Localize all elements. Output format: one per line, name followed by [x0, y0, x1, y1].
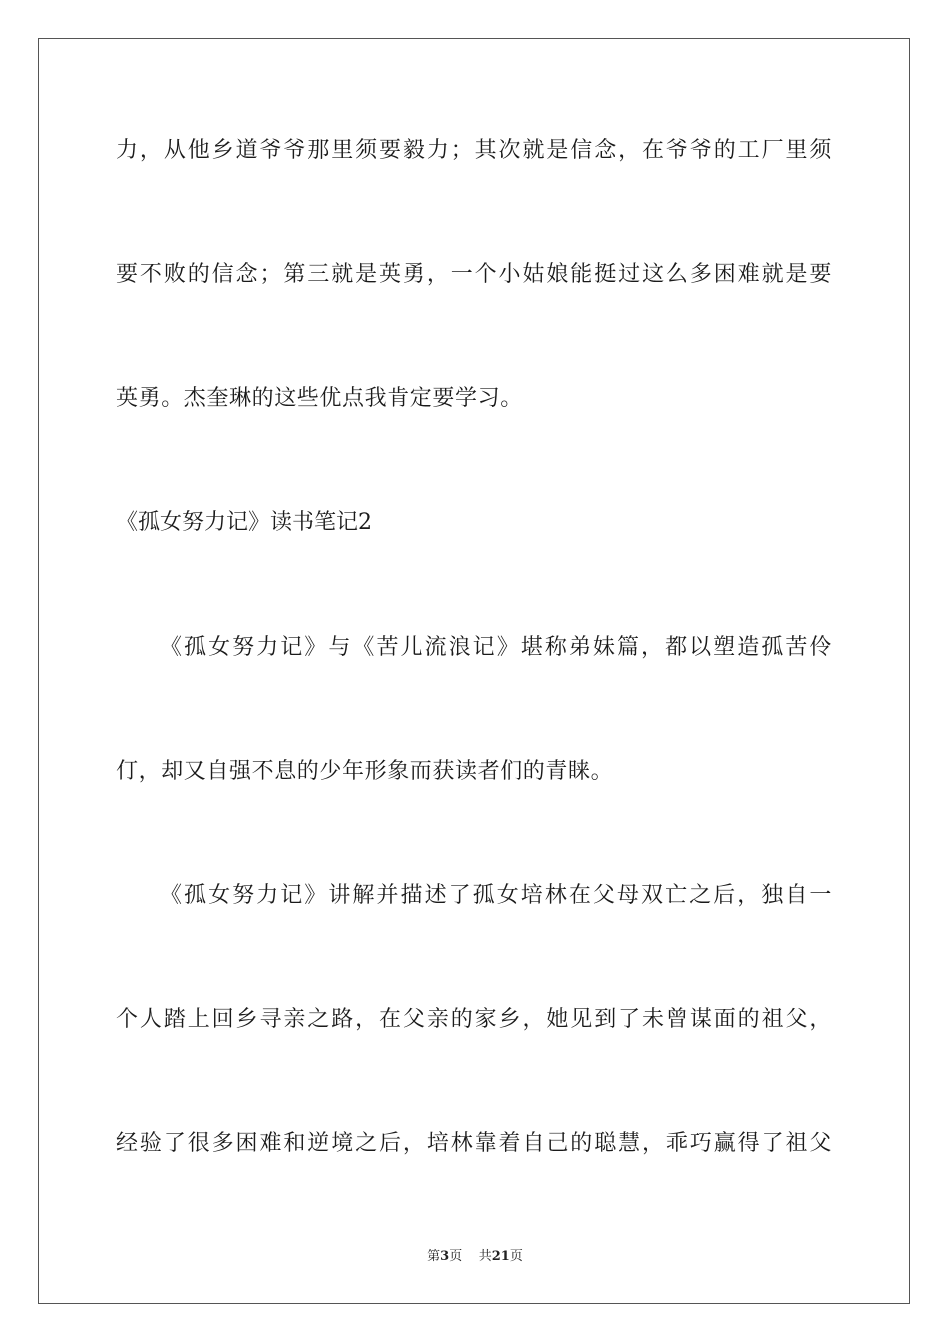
footer-total-prefix: 共 — [478, 1249, 492, 1264]
paragraph-first-line: 《孤女努力记》讲解并描述了孤女培林在父母双亡之后，独自一 — [160, 883, 832, 908]
section-heading: 《孤女努力记》读书笔记2 — [116, 510, 372, 535]
footer-total-suffix: 页 — [509, 1249, 523, 1264]
footer-page-prefix: 第 — [427, 1249, 441, 1264]
body-text-line: 仃，却又自强不息的少年形象而获读者们的青睐。 — [116, 759, 614, 784]
page-border — [38, 38, 910, 1304]
footer-page-suffix: 页 — [449, 1249, 463, 1264]
body-text-line: 经验了很多困难和逆境之后，培林靠着自己的聪慧，乖巧赢得了祖父 — [116, 1131, 832, 1156]
body-text-line: 英勇。杰奎琳的这些优点我肯定要学习。 — [116, 386, 523, 411]
body-text-line: 个人踏上回乡寻亲之路，在父亲的家乡，她见到了未曾谋面的祖父， — [116, 1007, 832, 1032]
page-footer — [0, 1248, 950, 1266]
paragraph-first-line: 《孤女努力记》与《苦儿流浪记》堪称弟妹篇，都以塑造孤苦伶 — [160, 635, 832, 660]
body-text-line: 力，从他乡道爷爷那里须要毅力；其次就是信念，在爷爷的工厂里须 — [116, 138, 832, 163]
body-text-line: 要不败的信念；第三就是英勇，一个小姑娘能挺过这么多困难就是要 — [116, 262, 832, 287]
footer-total-pages: 21 — [491, 1249, 510, 1264]
footer-page-number: 3 — [440, 1249, 450, 1264]
